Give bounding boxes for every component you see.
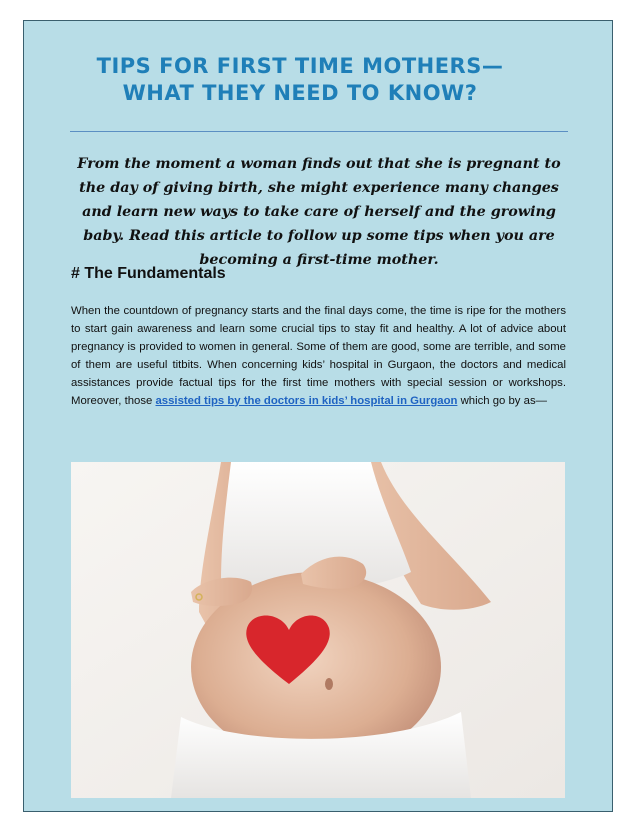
kids-hospital-link[interactable]: assisted tips by the doctors in kids’ hospital in Gurgaon — [155, 394, 458, 407]
page-title: TIPS FOR FIRST TIME MOTHERS—WHAT THEY NEED TO KNOW? — [96, 54, 504, 105]
body-text-end: which go by as— — [457, 394, 547, 407]
title-divider — [70, 131, 568, 132]
pregnancy-photo — [71, 462, 565, 798]
body-text-start: When the countdown of pregnancy starts and the final days come, the time is ripe for the mothers to start gain awareness and learn some crucial tips to stay fit and healthy. A lot of advice about pregnancy is provided to women in general. Some of them are good, some are terrible, and some of them are useful titbits. When concerning kids’ hospital in Gurgaon, the doctors and medical assistances provide factual tips for the first time mothers with special session or workshops. Moreover, those — [71, 305, 566, 407]
intro-paragraph: From the moment a woman finds out that she is pregnant to the day of giving birth, she might experience many changes and learn new ways to take care of herself and the growing baby. Read this article to follow up some tips when you are becoming a first-time mother. — [77, 156, 561, 268]
body-paragraph — [71, 303, 566, 410]
section-heading: # The Fundamentals — [71, 265, 226, 282]
